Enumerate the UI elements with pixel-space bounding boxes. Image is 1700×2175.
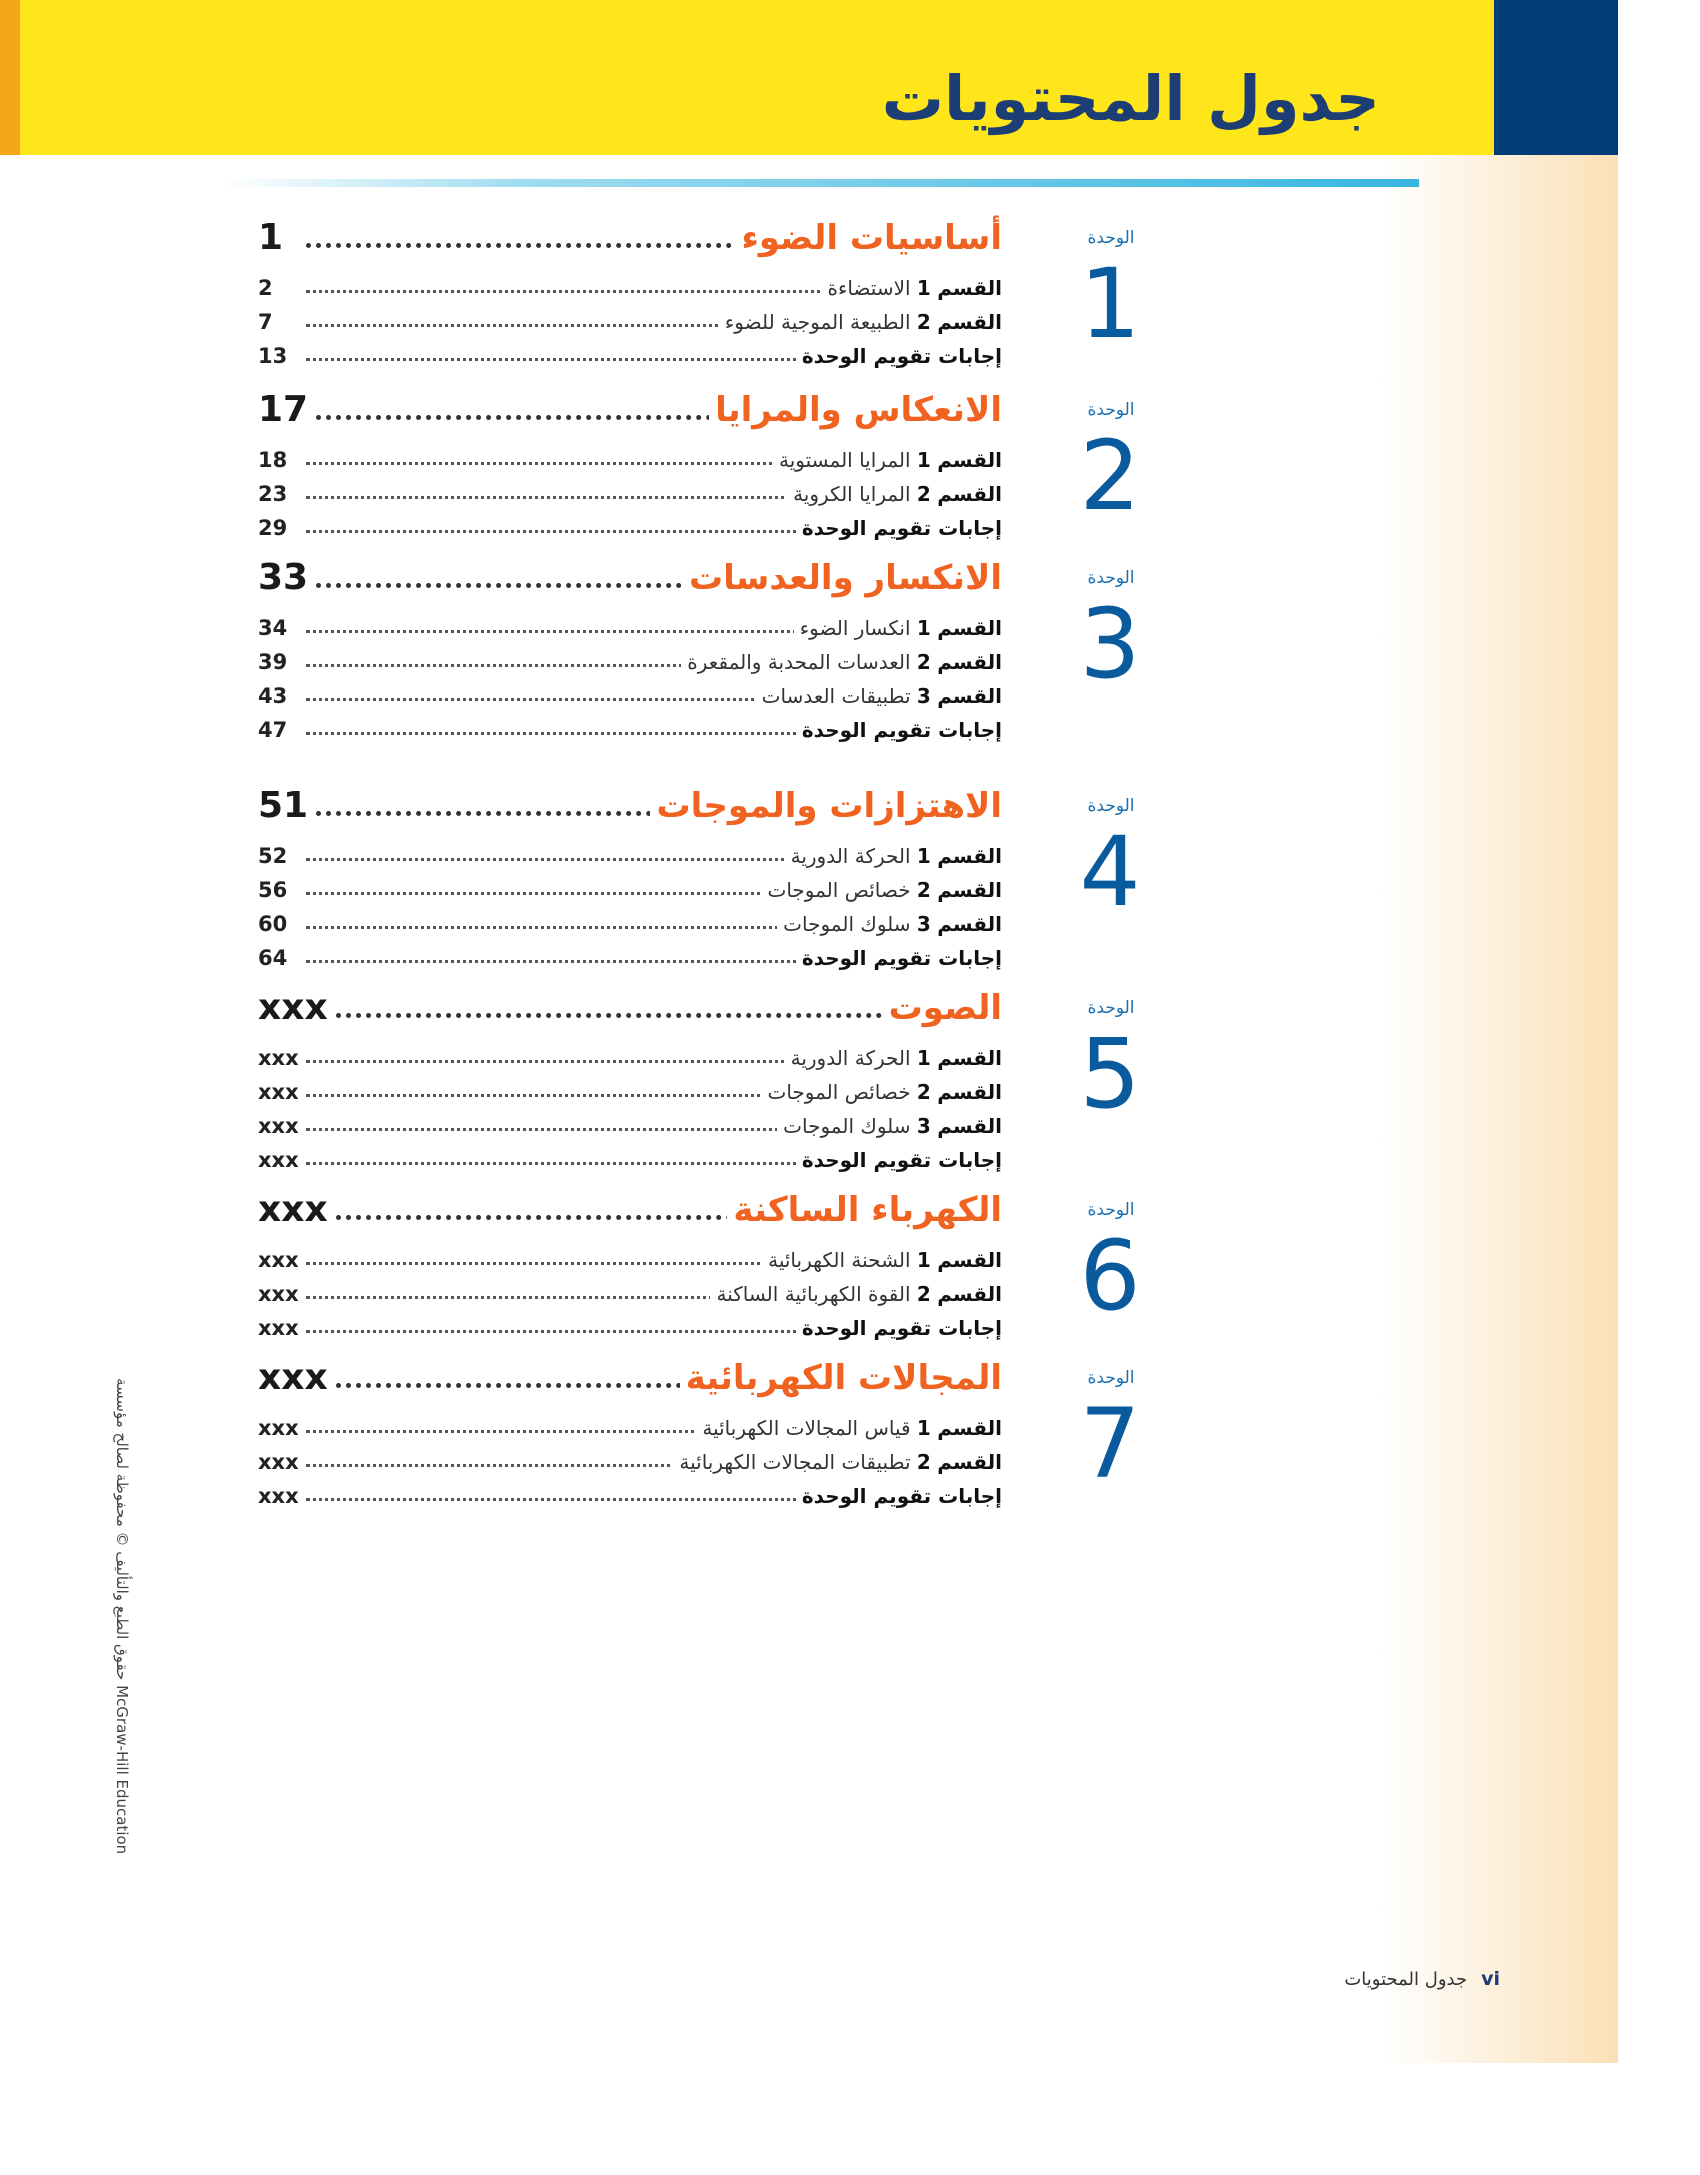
section-title: خصائص الموجات [767, 878, 911, 902]
entry-page-number: 7 [258, 310, 279, 334]
section-number: 3 [916, 684, 931, 708]
section-number: 2 [916, 482, 931, 506]
section-title: الطبيعة الموجية للضوء [724, 310, 911, 334]
entry-page-number: 52 [258, 844, 293, 868]
review-title: إجابات تقويم الوحدة [801, 1316, 1002, 1340]
entry-label [762, 1080, 1003, 1104]
entry-label [796, 718, 1002, 742]
unit-label: الوحدة [1087, 228, 1135, 248]
section-prefix: القسم [937, 1114, 1002, 1138]
unit-review-entry[interactable] [258, 710, 1002, 744]
section-prefix: القسم [937, 844, 1002, 868]
section-number: 2 [916, 1080, 931, 1104]
section-number: 2 [916, 1450, 931, 1474]
section-title: سلوك الموجات [783, 1114, 911, 1138]
section-title: قياس المجالات الكهربائية [702, 1416, 911, 1440]
section-prefix: القسم [937, 1046, 1002, 1070]
entry-page-number: xxx [258, 1282, 305, 1306]
section-title: تطبيقات العدسات [761, 684, 911, 708]
entry-label [796, 1316, 1002, 1340]
footer-page-number: vi [1481, 1968, 1500, 1990]
entry-label [756, 684, 1002, 708]
unit-review-entry[interactable] [258, 336, 1002, 370]
section-title: الحركة الدورية [790, 1046, 911, 1070]
review-title: إجابات تقويم الوحدة [801, 718, 1002, 742]
entry-page-number: xxx [258, 1114, 305, 1138]
unit-page-number: xxx [258, 987, 334, 1028]
orange-tab [0, 0, 20, 155]
section-number: 1 [916, 448, 931, 472]
entry-page-number: 56 [258, 878, 293, 902]
entry-page-number: 60 [258, 912, 293, 936]
section-title: الشحنة الكهربائية [768, 1248, 911, 1272]
title-rule [222, 179, 1419, 187]
entry-label [796, 516, 1002, 540]
entry-label [794, 616, 1002, 640]
unit-page-number: 33 [258, 557, 314, 598]
unit-number: 1 [1079, 248, 1141, 360]
review-title: إجابات تقويم الوحدة [801, 1484, 1002, 1508]
section-entry[interactable] [258, 904, 1002, 938]
section-prefix: القسم [937, 1450, 1002, 1474]
unit-label: الوحدة [1087, 1200, 1135, 1220]
section-entry[interactable] [258, 1408, 1002, 1442]
section-entry[interactable] [258, 1072, 1002, 1106]
section-entry[interactable] [258, 474, 1002, 508]
unit-title-row[interactable] [258, 782, 1002, 828]
section-entry[interactable] [258, 1240, 1002, 1274]
unit-title-row[interactable] [258, 554, 1002, 600]
entry-label [821, 276, 1002, 300]
section-number: 1 [916, 1416, 931, 1440]
section-prefix: القسم [937, 650, 1002, 674]
unit-title: الانعكاس والمرايا [709, 390, 1002, 430]
entry-label [673, 1450, 1002, 1474]
section-title: العدسات المحدبة والمقعرة [687, 650, 911, 674]
section-number: 1 [916, 276, 931, 300]
section-entry[interactable] [258, 440, 1002, 474]
section-prefix: القسم [937, 1248, 1002, 1272]
section-entry[interactable] [258, 1106, 1002, 1140]
entry-label [796, 344, 1002, 368]
navy-block [1494, 0, 1618, 155]
unit-page-number: 51 [258, 785, 314, 826]
section-number: 3 [916, 1114, 931, 1138]
page-footer [1344, 1968, 1500, 1990]
unit-page-number: xxx [258, 1189, 334, 1230]
section-entry[interactable] [258, 608, 1002, 642]
page-title: جدول المحتويات [881, 62, 1380, 135]
section-title: سلوك الموجات [783, 912, 911, 936]
unit-page-number: 1 [258, 217, 289, 258]
unit-title: أساسيات الضوء [735, 218, 1002, 258]
entry-page-number: xxx [258, 1248, 305, 1272]
section-number: 1 [916, 1248, 931, 1272]
review-title: إجابات تقويم الوحدة [801, 946, 1002, 970]
section-entry[interactable] [258, 1442, 1002, 1476]
section-number: 1 [916, 616, 931, 640]
unit-title: الكهرباء الساكنة [727, 1190, 1002, 1230]
unit-title-row[interactable] [258, 984, 1002, 1030]
section-title: المرايا الكروية [793, 482, 911, 506]
entry-label [787, 482, 1002, 506]
unit-review-entry[interactable] [258, 1308, 1002, 1342]
unit-review-entry[interactable] [258, 508, 1002, 542]
unit-review-entry[interactable] [258, 938, 1002, 972]
copyright-credit: حقوق الطبع والتأليف © محفوظة لصالح مؤسسة McGraw-Hill Education [113, 1378, 131, 1855]
unit-title-row[interactable] [258, 1354, 1002, 1400]
entry-page-number: 64 [258, 946, 293, 970]
entry-page-number: xxx [258, 1316, 305, 1340]
section-number: 1 [916, 844, 931, 868]
review-title: إجابات تقويم الوحدة [801, 344, 1002, 368]
unit-title: الانكسار والعدسات [683, 558, 1002, 598]
unit-title: الاهتزازات والموجات [650, 786, 1002, 826]
section-number: 2 [916, 650, 931, 674]
entry-label [785, 844, 1002, 868]
unit-page-number: xxx [258, 1357, 334, 1398]
section-entry[interactable] [258, 870, 1002, 904]
section-prefix: القسم [937, 448, 1002, 472]
section-entry[interactable] [258, 642, 1002, 676]
section-number: 2 [916, 878, 931, 902]
section-entry[interactable] [258, 1038, 1002, 1072]
unit-label: الوحدة [1087, 568, 1135, 588]
unit-page-number: 17 [258, 389, 314, 430]
entry-page-number: 13 [258, 344, 293, 368]
unit-number: 2 [1079, 420, 1141, 532]
unit-title-row[interactable] [258, 1186, 1002, 1232]
section-prefix: القسم [937, 912, 1002, 936]
section-prefix: القسم [937, 482, 1002, 506]
entry-label [785, 1046, 1002, 1070]
entry-label [777, 1114, 1002, 1138]
entry-label [710, 1282, 1002, 1306]
section-title: خصائص الموجات [767, 1080, 911, 1104]
unit-number: 6 [1079, 1220, 1141, 1332]
entry-page-number: xxx [258, 1484, 305, 1508]
entry-page-number: xxx [258, 1148, 305, 1172]
entry-label [681, 650, 1002, 674]
section-prefix: القسم [937, 1282, 1002, 1306]
entry-page-number: 2 [258, 276, 279, 300]
entry-page-number: 43 [258, 684, 293, 708]
entry-page-number: 29 [258, 516, 293, 540]
unit-label: الوحدة [1087, 796, 1135, 816]
entry-page-number: xxx [258, 1080, 305, 1104]
entry-page-number: xxx [258, 1450, 305, 1474]
entry-label [719, 310, 1002, 334]
section-number: 2 [916, 310, 931, 334]
section-prefix: القسم [937, 1080, 1002, 1104]
unit-title-row[interactable] [258, 386, 1002, 432]
entry-page-number: xxx [258, 1416, 305, 1440]
unit-number: 5 [1079, 1018, 1141, 1130]
section-entry[interactable] [258, 676, 1002, 710]
unit-label: الوحدة [1087, 998, 1135, 1018]
entry-label [796, 1484, 1002, 1508]
unit-review-entry[interactable] [258, 1140, 1002, 1174]
entry-page-number: 18 [258, 448, 293, 472]
section-entry[interactable] [258, 1274, 1002, 1308]
section-number: 1 [916, 1046, 931, 1070]
entry-label [762, 1248, 1002, 1272]
section-title: القوة الكهربائية الساكنة [716, 1282, 911, 1306]
section-title: انكسار الضوء [799, 616, 911, 640]
section-prefix: القسم [937, 1416, 1002, 1440]
unit-number: 4 [1079, 816, 1141, 928]
entry-page-number: xxx [258, 1046, 305, 1070]
entry-label [796, 1148, 1002, 1172]
entry-page-number: 23 [258, 482, 293, 506]
unit-title: الصوت [883, 988, 1002, 1028]
section-title: تطبيقات المجالات الكهربائية [679, 1450, 911, 1474]
section-prefix: القسم [937, 310, 1002, 334]
section-entry[interactable] [258, 302, 1002, 336]
section-prefix: القسم [937, 616, 1002, 640]
unit-number: 7 [1079, 1388, 1141, 1500]
cream-side-band [1380, 155, 1618, 2063]
review-title: إجابات تقويم الوحدة [801, 1148, 1002, 1172]
entry-label [796, 946, 1002, 970]
entry-label [777, 912, 1002, 936]
section-entry[interactable] [258, 268, 1002, 302]
unit-review-entry[interactable] [258, 1476, 1002, 1510]
entry-label [773, 448, 1002, 472]
entry-label [762, 878, 1003, 902]
entry-page-number: 39 [258, 650, 293, 674]
section-title: الحركة الدورية [790, 844, 911, 868]
section-title: الاستضاءة [827, 276, 911, 300]
review-title: إجابات تقويم الوحدة [801, 516, 1002, 540]
section-number: 2 [916, 1282, 931, 1306]
section-entry[interactable] [258, 836, 1002, 870]
unit-label: الوحدة [1087, 400, 1135, 420]
section-title: المرايا المستوية [779, 448, 911, 472]
footer-label: جدول المحتويات [1344, 1969, 1468, 1990]
entry-page-number: 47 [258, 718, 293, 742]
unit-label: الوحدة [1087, 1368, 1135, 1388]
unit-title-row[interactable] [258, 214, 1002, 260]
entry-page-number: 34 [258, 616, 293, 640]
section-prefix: القسم [937, 276, 1002, 300]
unit-title: المجالات الكهربائية [680, 1358, 1002, 1398]
unit-number: 3 [1079, 588, 1141, 700]
section-prefix: القسم [937, 878, 1002, 902]
section-prefix: القسم [937, 684, 1002, 708]
section-number: 3 [916, 912, 931, 936]
entry-label [696, 1416, 1002, 1440]
